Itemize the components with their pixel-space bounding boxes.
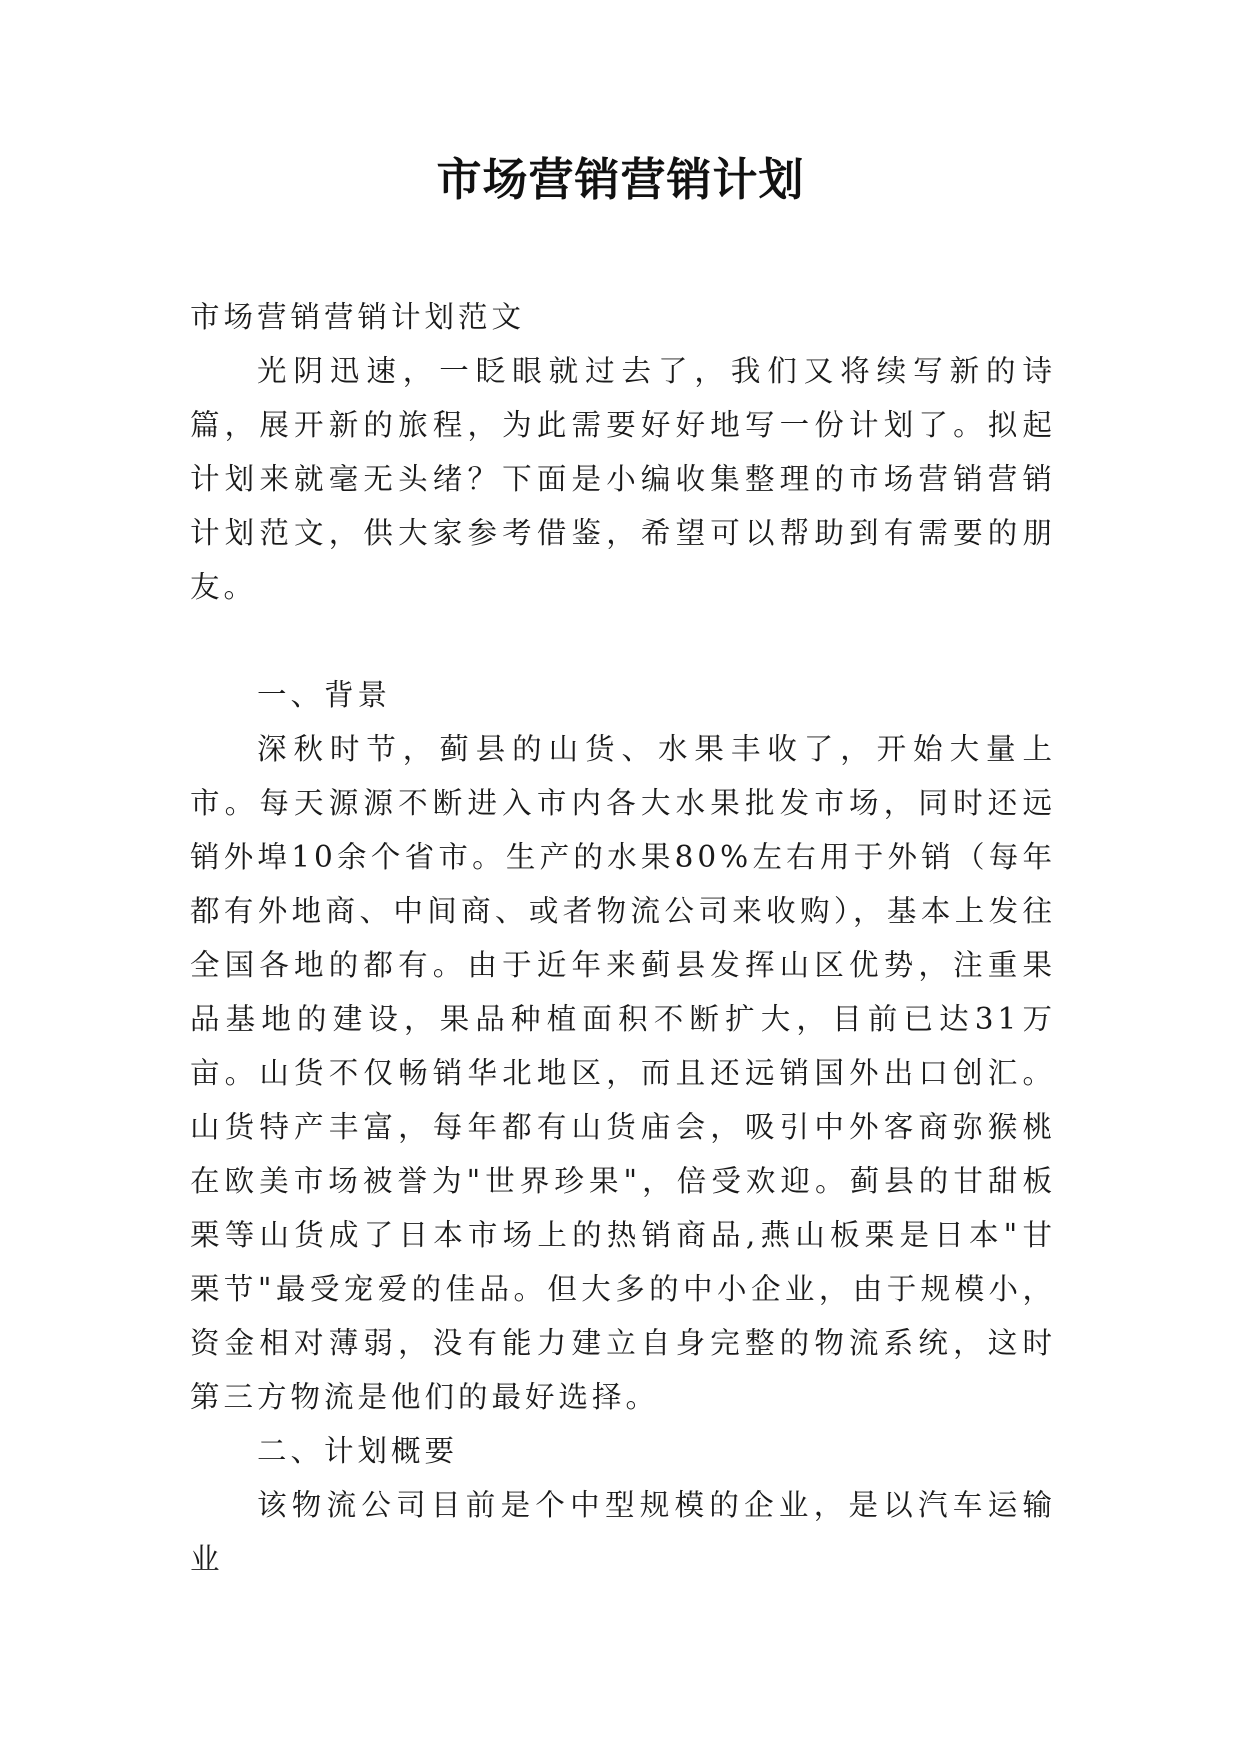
section-heading-background: 一、背景 — [257, 678, 392, 712]
section-heading-plan-summary: 二、计划概要 — [257, 1434, 459, 1468]
background-paragraph: 深秋时节，蓟县的山货、水果丰收了，开始大量上市。每天源源不断进入市内各大水果批发市场，同时还远销外埠10余个省市。生产的水果80%左右用于外销（每年都有外地商、中间商、或者物流公司来收购），基本上发往全国各地的都有。由于近年来蓟县发挥山区优势，注重果品基地的建设，果品种植面积不断扩大，目前已达31万亩。山货不仅畅销华北地区，而且还远销国外出口创汇。山货特产丰富，每年都有山货庙会，吸引中外客商弥猴桃在欧美市场被誉为"世界珍果"，倍受欢迎。蓟县的甘甜板栗等山货成了日本市场上的热销商品,燕山板栗是日本"甘栗节"最受宠爱的佳品。但大多的中小企业，由于规模小，资金相对薄弱，没有能力建立自身完整的物流系统，这时第三方物流是他们的最好选择。 — [190, 732, 1056, 1414]
document-title: 市场营销营销计划 — [436, 153, 805, 206]
plan-summary-paragraph: 该物流公司目前是个中型规模的企业，是以汽车运输业 — [190, 1488, 1056, 1576]
intro-paragraph: 光阴迅速，一眨眼就过去了，我们又将续写新的诗篇，展开新的旅程，为此需要好好地写一份计划了。拟起计划来就毫无头绪？下面是小编收集整理的市场营销营销计划范文，供大家参考借鉴，希望可以帮助到有需要的朋友。 — [190, 354, 1056, 604]
paragraph-spacer — [190, 614, 1056, 668]
document-subtitle: 市场营销营销计划范文 — [190, 300, 526, 334]
document-body — [190, 290, 1056, 1586]
